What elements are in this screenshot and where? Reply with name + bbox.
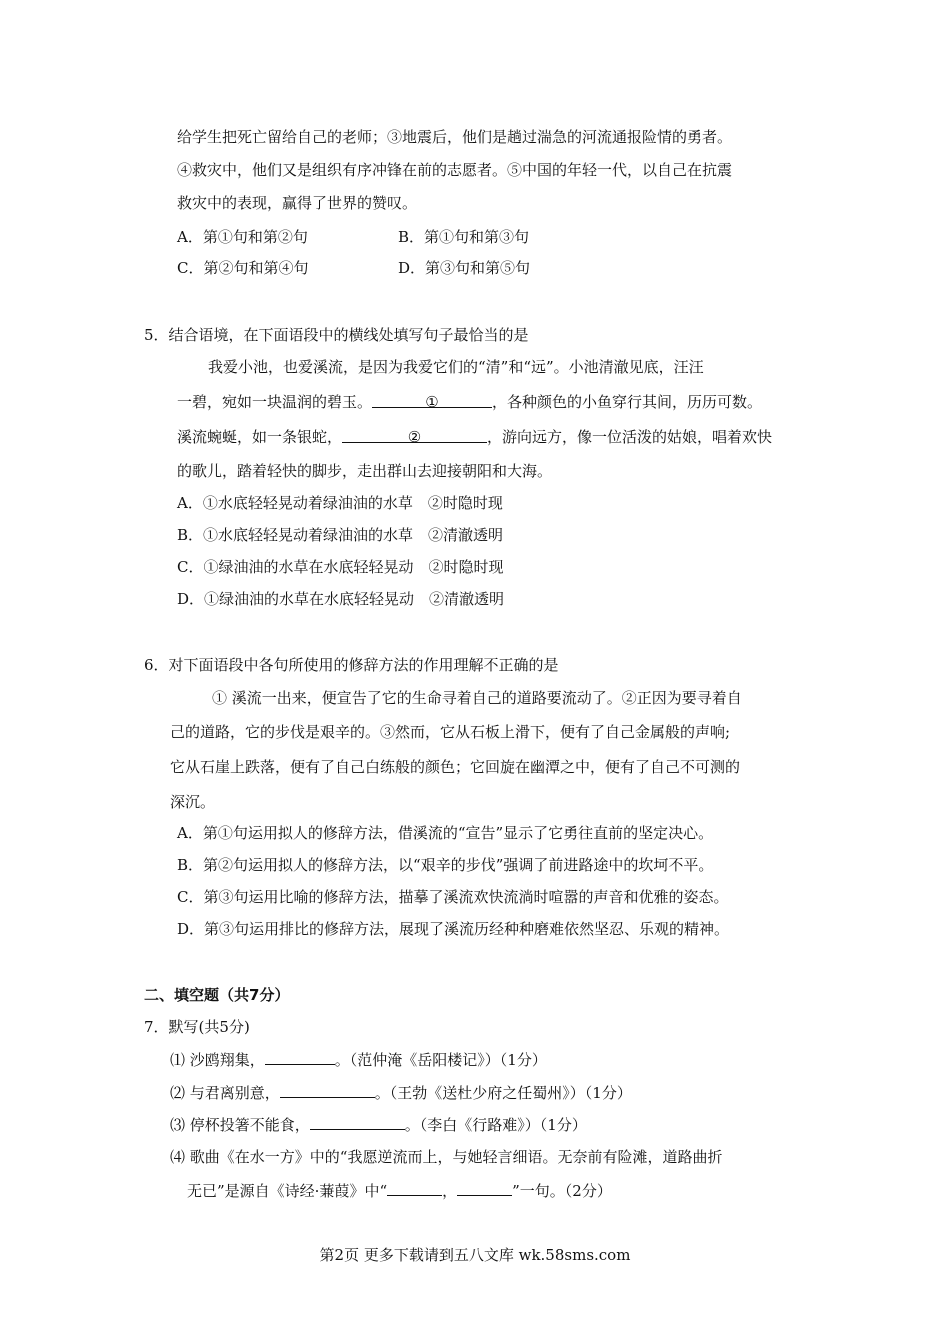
q7-item-text: 无已”是源自《诗经·蒹葭》中“ — [187, 1182, 388, 1200]
q6-passage-line-3: 它从石崖上跌落，便有了自己白练般的颜色；它回旋在幽潭之中，便有了自己不可测的 — [170, 758, 741, 776]
q7-item-4-line-1: ⑷ 歌曲《在水一方》中的“我愿逆流而上，与她轻言细语。无奈前有险滩，道路曲折 — [170, 1148, 723, 1166]
q4-option-c: C．第②句和第④句 — [177, 259, 309, 277]
q6-option-d: D．第③句运用排比的修辞方法，展现了溪流历经种种磨难依然坚忍、乐观的精神。 — [177, 920, 730, 938]
q6-stem: 6．对下面语段中各句所使用的修辞方法的作用理解不正确的是 — [144, 656, 559, 674]
q5-passage-text: ，游向远方，像一位活泼的姑娘，唱着欢快 — [487, 428, 773, 446]
q7-item-text: ⑴ 沙鸥翔集， — [170, 1051, 265, 1069]
q7-blank-1[interactable] — [265, 1049, 335, 1065]
q7-stem: 7．默写(共5分) — [144, 1018, 250, 1036]
q7-item-text: ， — [442, 1182, 458, 1200]
q6-passage-line-1: ① 溪流一出来，便宣告了它的生命寻着自己的道路要流动了。②正因为要寻着自 — [212, 689, 742, 707]
q4-option-d: D．第③句和第⑤句 — [398, 259, 531, 277]
q7-item-text: ”一句。（2分） — [512, 1182, 612, 1200]
q7-blank-3[interactable] — [310, 1114, 405, 1130]
q7-item-text: 。（范仲淹《岳阳楼记》）（1分） — [334, 1051, 547, 1069]
q4-context-line-3: 救灾中的表现，赢得了世界的赞叹。 — [177, 194, 418, 212]
q5-passage-text: ，各种颜色的小鱼穿行其间，历历可数。 — [492, 393, 763, 411]
q6-passage-line-2: 己的道路，它的步伐是艰辛的。③然而，它从石板上滑下，便有了自己金属般的声响; — [170, 723, 731, 741]
q6-option-a: A．第①句运用拟人的修辞方法，借溪流的“宣告”显示了它勇往直前的坚定决心。 — [177, 824, 714, 842]
q5-option-b: B．①水底轻轻晃动着绿油油的水草 ②清澈透明 — [177, 526, 504, 544]
q4-context-line-1: 给学生把死亡留给自己的老师；③地震后，他们是趟过湍急的河流通报险情的勇者。 — [177, 128, 733, 146]
q6-option-b: B．第②句运用拟人的修辞方法，以“艰辛的步伐”强调了前进路途中的坎坷不平。 — [177, 856, 714, 874]
q5-option-c: C．①绿油油的水草在水底轻轻晃动 ②时隐时现 — [177, 558, 504, 576]
q4-option-a: A．第①句和第②句 — [177, 228, 308, 246]
q7-item-text: ⑵ 与君离别意， — [170, 1084, 280, 1102]
q6-option-c: C．第③句运用比喻的修辞方法，描摹了溪流欢快流淌时喧嚣的声音和优雅的姿态。 — [177, 888, 729, 906]
q5-option-d: D．①绿油油的水草在水底轻轻晃动 ②清澈透明 — [177, 590, 505, 608]
q6-passage-line-4: 深沉。 — [170, 793, 216, 811]
q5-passage-text: 溪流蜿蜒，如一条银蛇， — [177, 428, 343, 446]
q7-item-1 — [170, 1049, 547, 1070]
q5-passage-line-4: 的歌儿，踏着轻快的脚步，走出群山去迎接朝阳和大海。 — [177, 462, 553, 480]
q7-item-3 — [170, 1114, 587, 1135]
q5-passage-text: 一碧，宛如一块温润的碧玉。 — [177, 393, 373, 411]
q4-context-line-2: ④救灾中，他们又是组织有序冲锋在前的志愿者。⑤中国的年轻一代，以自己在抗震 — [177, 161, 733, 179]
q7-item-4-line-2 — [187, 1180, 612, 1201]
q7-blank-4[interactable] — [387, 1180, 442, 1196]
q5-passage-line-1: 我爱小池，也爱溪流，是因为我爱它们的“清”和“远”。小池清澈见底，汪汪 — [208, 358, 704, 376]
q5-stem: 5．结合语境，在下面语段中的横线处填写句子最恰当的是 — [144, 326, 529, 344]
q7-item-text: ⑶ 停杯投箸不能食， — [170, 1116, 310, 1134]
page-footer: 第2页 更多下载请到五八文库 wk.58sms.com — [319, 1246, 631, 1264]
q5-blank-1: ① — [372, 392, 492, 408]
q5-passage-line-2 — [177, 392, 762, 412]
q7-blank-2[interactable] — [280, 1082, 375, 1098]
q7-item-2 — [170, 1082, 632, 1103]
q5-passage-line-3 — [177, 427, 772, 447]
section-2-title: 二、填空题（共7分） — [144, 986, 290, 1004]
q7-item-text: 。（李白《行路难》）（1分） — [404, 1116, 587, 1134]
q7-item-text: 。（王勃《送杜少府之任蜀州》）（1分） — [374, 1084, 632, 1102]
q5-option-a: A．①水底轻轻晃动着绿油油的水草 ②时隐时现 — [177, 494, 503, 512]
q5-blank-2: ② — [342, 427, 487, 443]
q4-option-b: B．第①句和第③句 — [398, 228, 530, 246]
q7-blank-5[interactable] — [457, 1180, 512, 1196]
